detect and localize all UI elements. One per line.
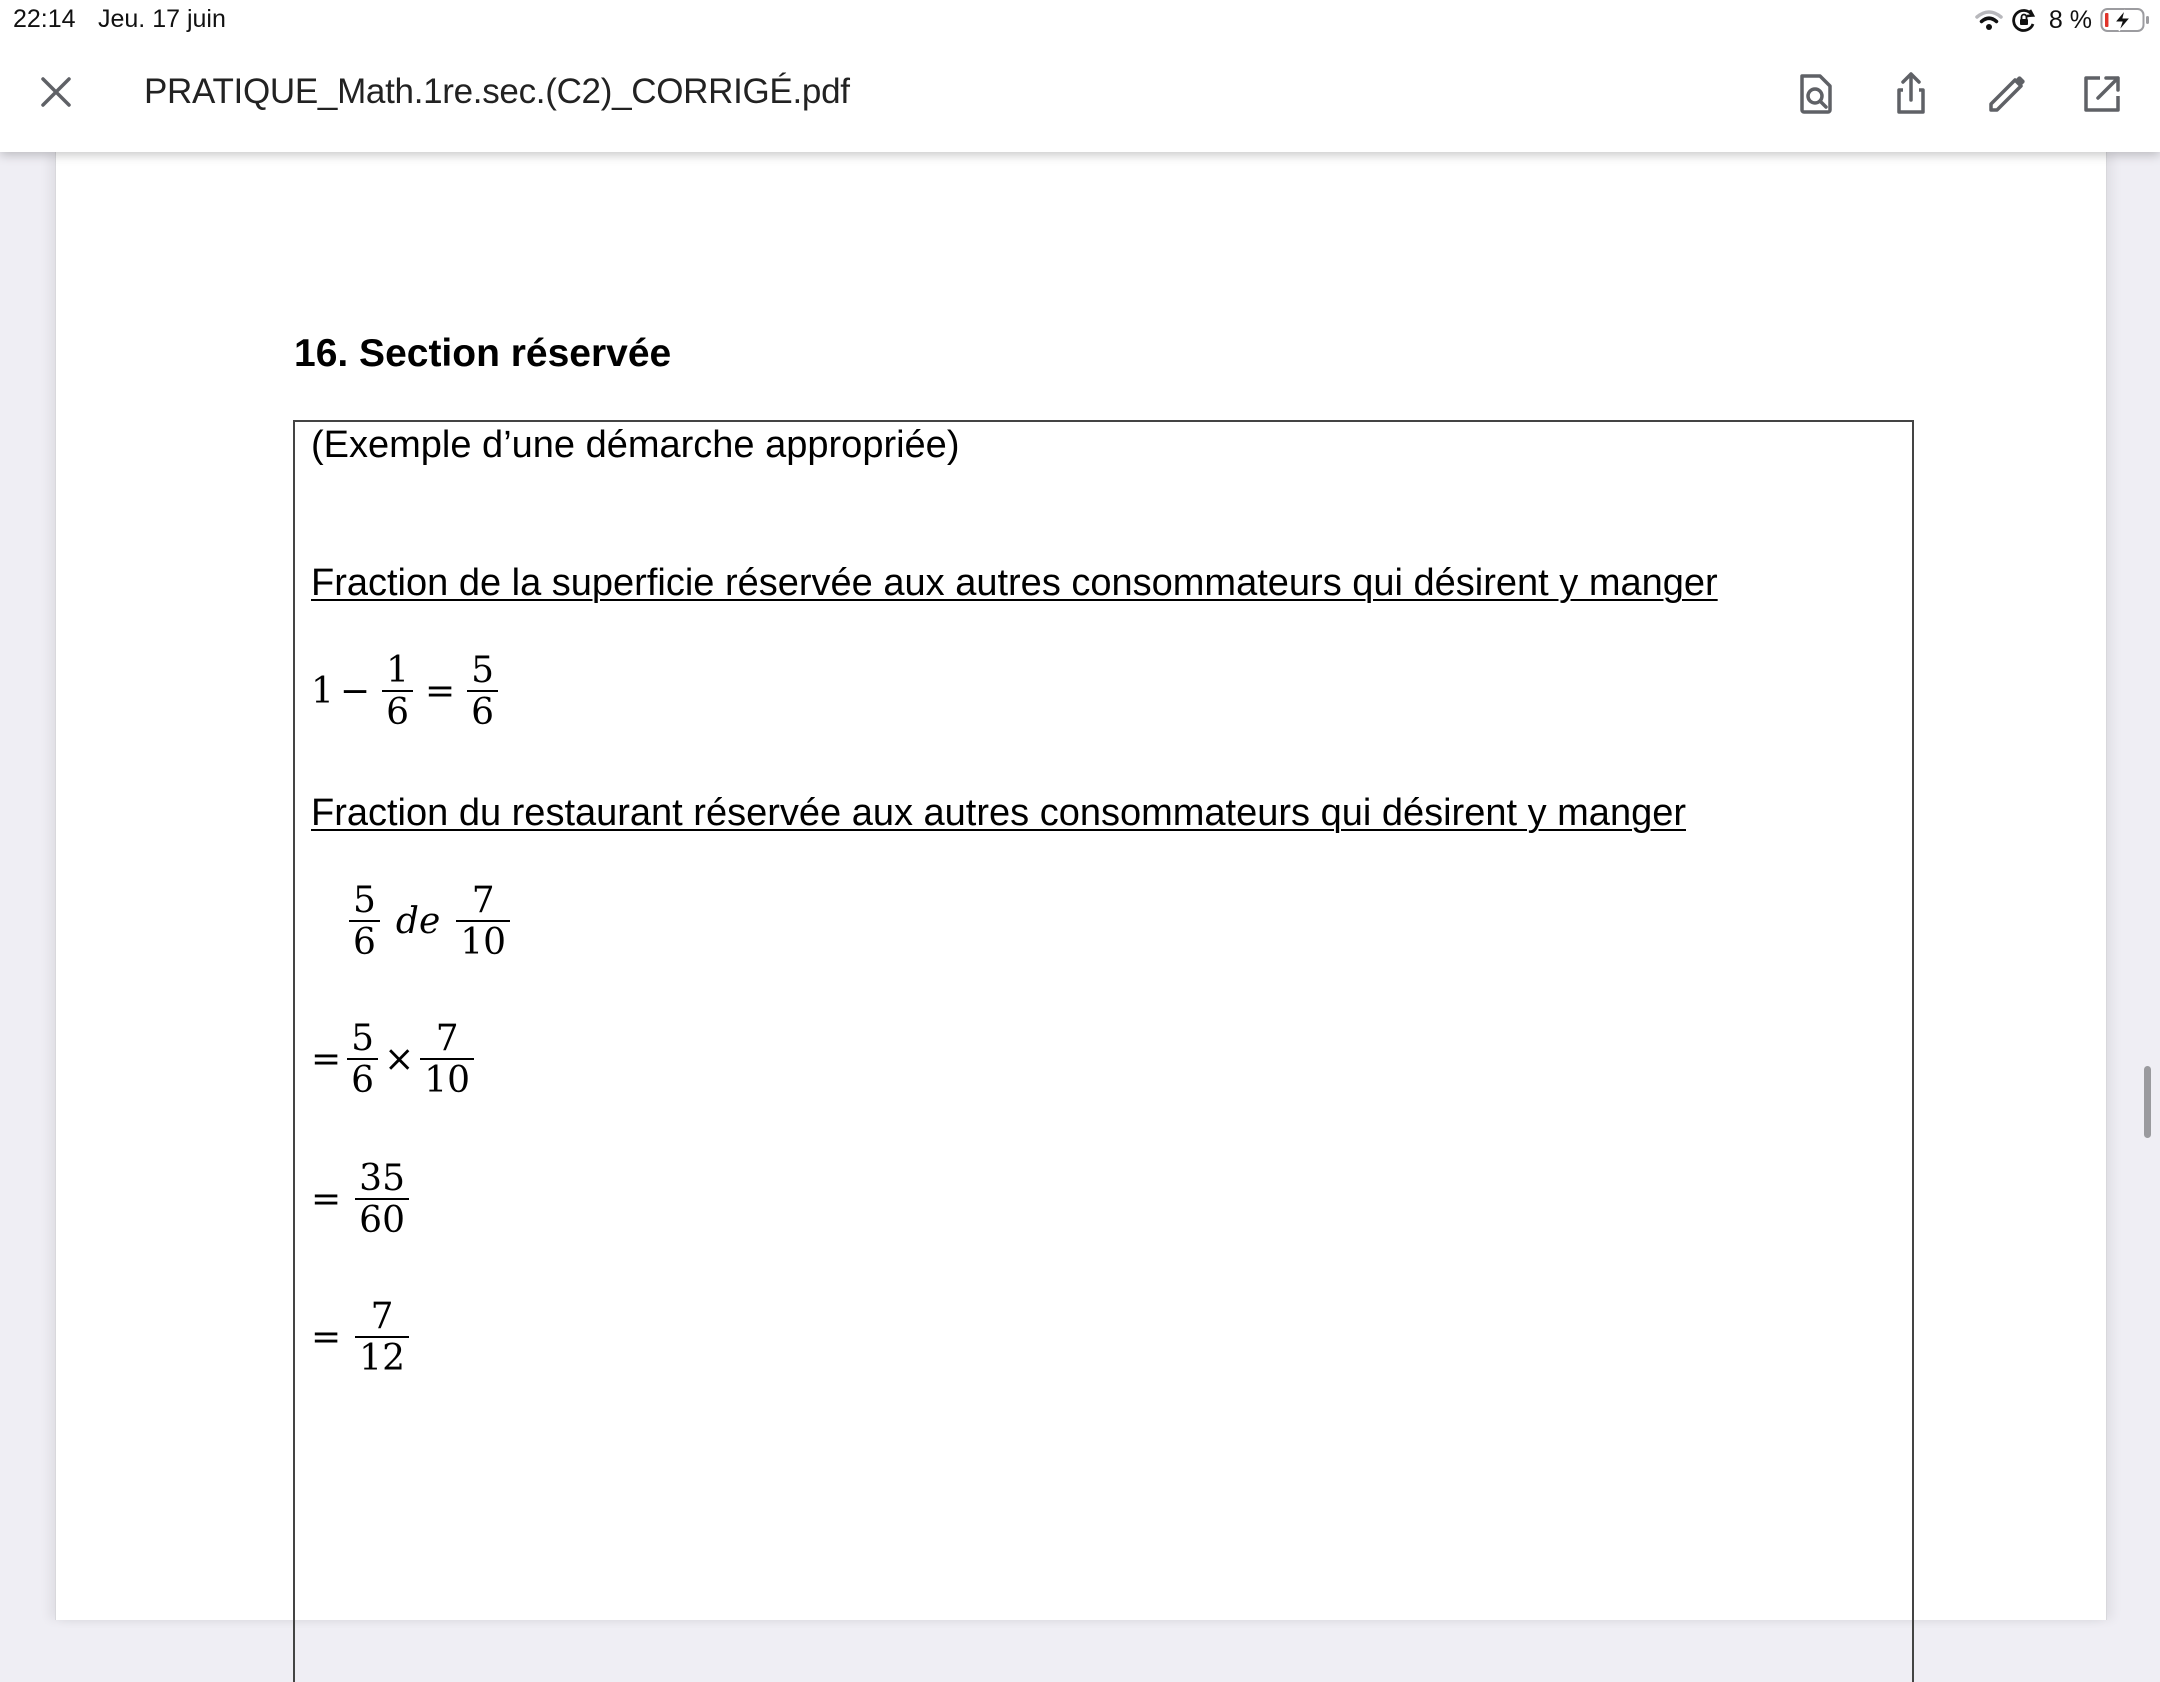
numerator: 7	[471, 880, 495, 921]
close-icon[interactable]	[36, 72, 76, 112]
eq3-equals: =	[311, 1039, 342, 1081]
intro-text: (Exemple d’une démarche appropriée)	[311, 424, 960, 466]
equation-4	[311, 1160, 415, 1240]
eq4-equals: =	[311, 1179, 342, 1221]
eq2-word-de: de	[395, 901, 441, 943]
heading-restaurant-fraction: Fraction du restaurant réservée aux autres consommateurs qui désirent y manger	[311, 792, 1686, 834]
numerator: 1	[386, 650, 409, 691]
pdf-toolbar	[0, 40, 2160, 152]
battery-charging-icon	[2100, 7, 2150, 33]
fraction	[355, 1298, 409, 1378]
share-icon[interactable]	[1887, 70, 1935, 118]
numerator: 7	[370, 1296, 394, 1337]
fraction	[420, 1020, 474, 1100]
denominator: 6	[382, 690, 413, 732]
fraction	[355, 1160, 409, 1240]
battery-percent: 8 %	[2048, 5, 2092, 34]
status-bar	[0, 0, 2160, 40]
denominator: 6	[467, 690, 498, 732]
fraction	[347, 1020, 378, 1100]
denominator: 6	[349, 920, 380, 962]
equation-3	[311, 1020, 480, 1100]
denominator: 60	[355, 1198, 409, 1240]
equation-5	[311, 1298, 415, 1378]
status-time: 22:14	[13, 5, 76, 33]
answer-box	[293, 420, 1914, 1682]
fraction	[456, 882, 510, 962]
numerator: 5	[351, 1018, 375, 1059]
fraction	[467, 652, 498, 732]
status-indicators	[1975, 4, 2150, 36]
denominator: 10	[420, 1058, 474, 1100]
eq1-equals: =	[424, 671, 456, 713]
denominator: 10	[456, 920, 510, 962]
search-document-icon[interactable]	[1792, 70, 1840, 118]
document-title: PRATIQUE_Math.1re.sec.(C2)_CORRIGÉ.pdf	[144, 72, 850, 111]
denominator: 12	[355, 1336, 409, 1378]
eq1-whole: 1	[311, 671, 334, 713]
eq5-equals: =	[311, 1317, 342, 1359]
status-date: Jeu. 17 juin	[98, 5, 226, 33]
equation-2	[343, 882, 516, 962]
open-external-icon[interactable]	[2078, 70, 2126, 118]
eq1-minus: −	[339, 671, 371, 713]
orientation-lock-icon	[2011, 7, 2037, 33]
pdf-page	[55, 152, 2107, 1620]
numerator: 7	[435, 1018, 459, 1059]
fraction	[382, 652, 413, 732]
section-title: 16. Section réservée	[294, 332, 672, 375]
numerator: 35	[359, 1158, 405, 1199]
wifi-icon	[1975, 8, 2003, 32]
fraction	[349, 882, 380, 962]
equation-1	[311, 652, 504, 732]
denominator: 6	[347, 1058, 378, 1100]
edit-pencil-icon[interactable]	[1983, 70, 2031, 118]
heading-surface-fraction: Fraction de la superficie réservée aux autres consommateurs qui désirent y manger	[311, 562, 1718, 604]
eq3-times: ×	[384, 1039, 415, 1081]
numerator: 5	[471, 650, 495, 691]
numerator: 5	[353, 880, 376, 921]
scrollbar-thumb[interactable]	[2144, 1066, 2151, 1138]
